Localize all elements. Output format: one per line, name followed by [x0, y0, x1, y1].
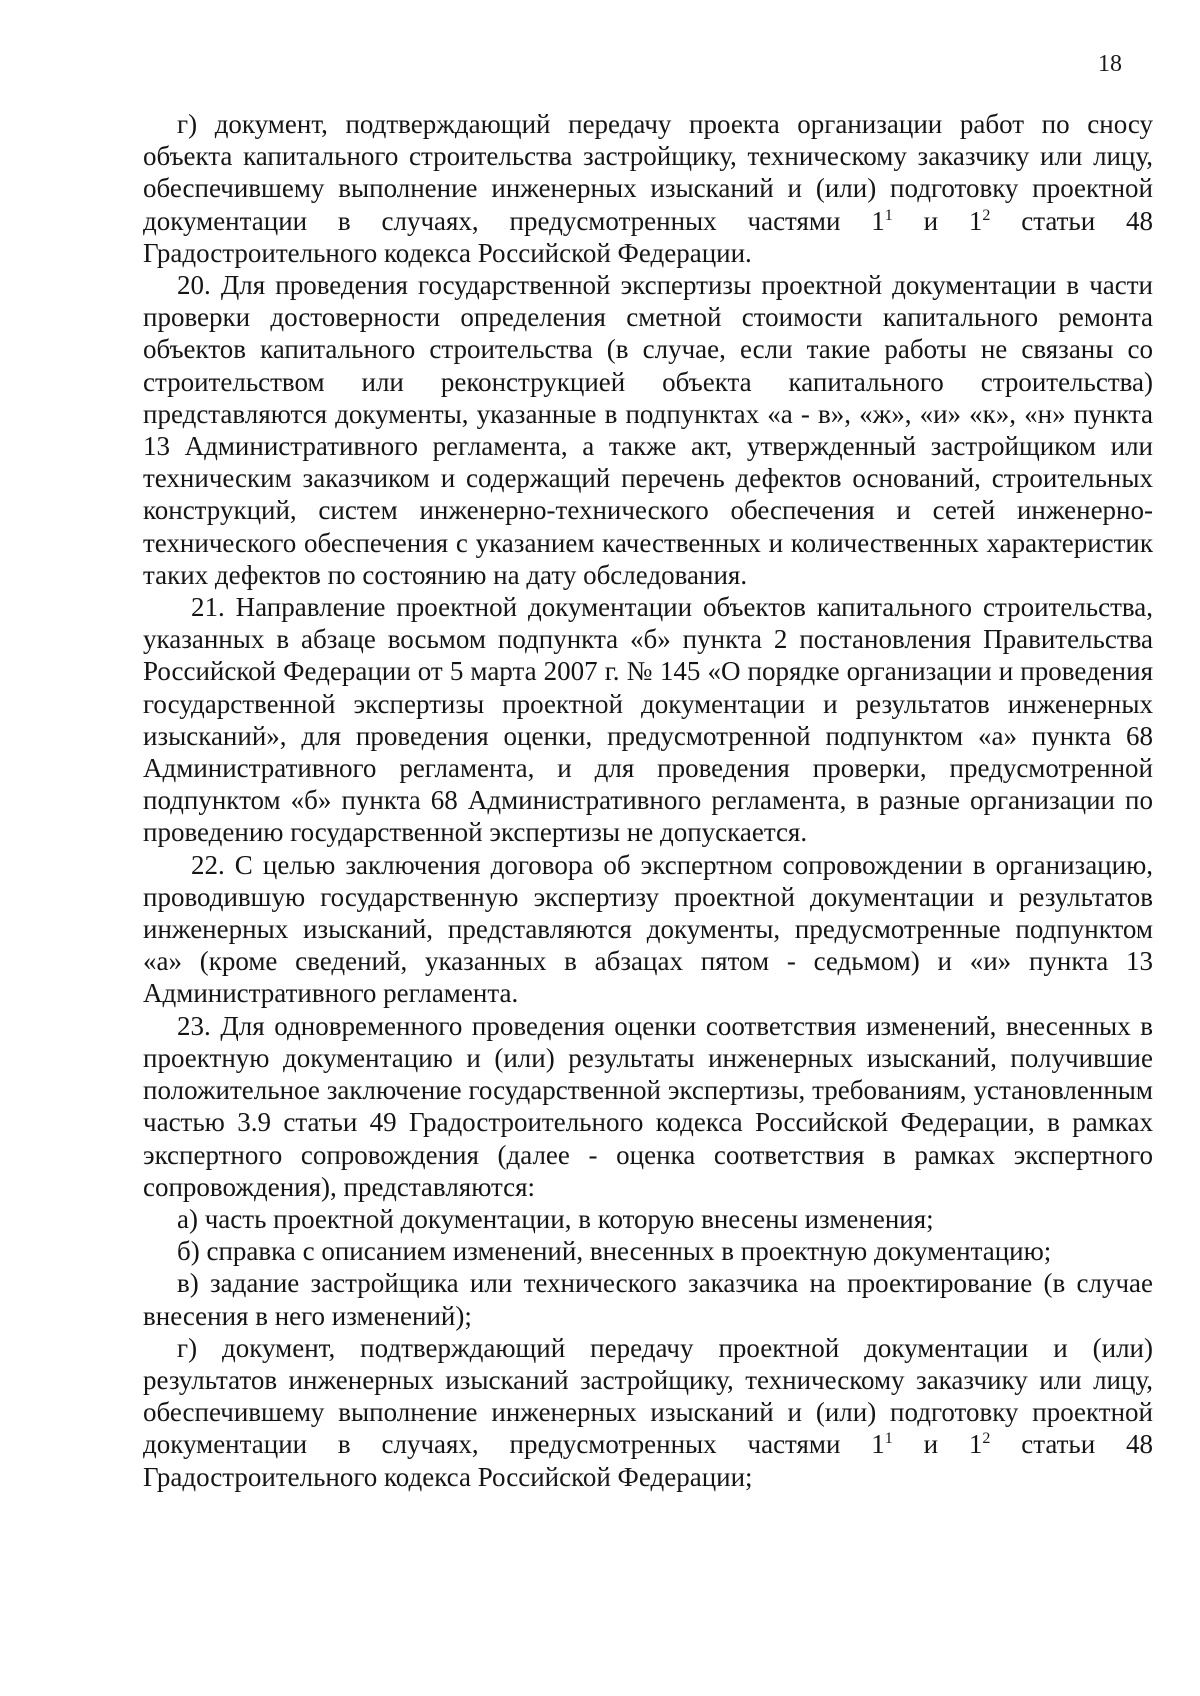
paragraph-p-23-a	[143, 1203, 1153, 1235]
paragraph-text: статьи 48 Градостроительного кодекса Российской Федерации.	[143, 205, 1153, 268]
article-part-superscript: 2	[982, 206, 991, 224]
article-part-superscript: 2	[982, 1430, 991, 1448]
article-part-superscript: 1	[884, 206, 893, 224]
paragraph-text: и	[892, 205, 969, 236]
paragraph-p-g-demolition	[143, 108, 1153, 269]
paragraph-p-22	[143, 849, 1153, 1010]
paragraph-text: 22. С целью заключения договора об экспертном сопровождении в организацию, проводившую государственную экспертизу проектной документации и результатов инженерных изысканий, представляются документы, предусмотренные подпунктом «а» (кроме сведений, указанных в абзацах пятом - седьмом) и «и» пункта 13 Административного регламента.	[143, 849, 1153, 1009]
article-part-number: 1	[871, 1429, 885, 1460]
article-part-number: 1	[968, 1429, 983, 1460]
paragraph-text: б) справка с описанием изменений, внесенных в проектную документацию;	[177, 1236, 1052, 1267]
paragraph-text: г) документ, подтверждающий передачу проектной документации и (или) результатов инженерных изысканий застройщику, техническому заказчику или лицу, обеспечившему выполнение инженерных изысканий и (или) подготовку проектной документации в случаях, предусмотренных частями	[143, 1332, 1153, 1460]
document-body	[143, 108, 1153, 1493]
paragraph-p-23	[143, 1010, 1153, 1203]
paragraph-p-23-b	[143, 1235, 1153, 1267]
paragraph-text: и	[892, 1429, 969, 1460]
article-part-number: 1	[871, 205, 885, 236]
paragraph-text: в) задание застройщика или технического заказчика на проектирование (в случае внесения в него изменений);	[143, 1268, 1153, 1331]
paragraph-text: 20. Для проведения государственной экспертизы проектной документации в части проверки достоверности определения сметной стоимости капитального ремонта объектов капитального строительства (в случае, если такие работы не связаны со строительством или реконструкцией объекта капитального строительства) представляются документы, указанные в подпунктах «а - в», «ж», «и» «к», «н» пункта 13 Административного регламента, а также акт, утвержденный застройщиком или техническим заказчиком и содержащий перечень дефектов оснований, строительных конструкций, систем инженерно-технического обеспечения и сетей инженерно-технического обеспечения с указанием качественных и количественных характеристик таких дефектов по состоянию на дату обследования.	[143, 270, 1153, 590]
paragraph-p-23-v	[143, 1267, 1153, 1331]
article-part-number: 1	[968, 205, 983, 236]
paragraph-text: г) документ, подтверждающий передачу проекта организации работ по сносу объекта капитального строительства застройщику, техническому заказчику или лицу, обеспечившему выполнение инженерных изысканий и (или) подготовку проектной документации в случаях, предусмотренных частями	[143, 109, 1153, 236]
paragraph-text: 21. Направление проектной документации объектов капитального строительства, указанных в абзаце восьмом подпункта «б» пункта 2 постановления Правительства Российской Федерации от 5 марта 2007 г. № 145 «О порядке организации и проведения государственной экспертизы проектной документации и результатов инженерных изысканий», для проведения оценки, предусмотренной подпунктом «а» пункта 68 Административного регламента, и для проведения проверки, предусмотренной подпунктом «б» пункта 68 Административного регламента, в разные организации по проведению государственной экспертизы не допускается.	[143, 592, 1153, 848]
paragraph-p-20	[143, 269, 1153, 591]
paragraph-p-23-g	[143, 1332, 1153, 1493]
article-part-superscript: 1	[884, 1430, 893, 1448]
paragraph-text: статьи 48 Градостроительного кодекса Российской Федерации;	[143, 1429, 1153, 1492]
paragraph-text: 23. Для одновременного проведения оценки соответствия изменений, внесенных в проектную документацию и (или) результаты инженерных изысканий, получившие положительное заключение государственной экспертизы, требованиям, установленным частью 3.9 статьи 49 Градостроительного кодекса Российской Федерации, в рамках экспертного сопровождения (далее - оценка соответствия в рамках экспертного сопровождения), представляются:	[143, 1010, 1153, 1202]
paragraph-p-21	[143, 591, 1153, 849]
paragraph-text: а) часть проектной документации, в которую внесены изменения;	[177, 1203, 934, 1234]
page-number: 18	[1098, 51, 1122, 77]
